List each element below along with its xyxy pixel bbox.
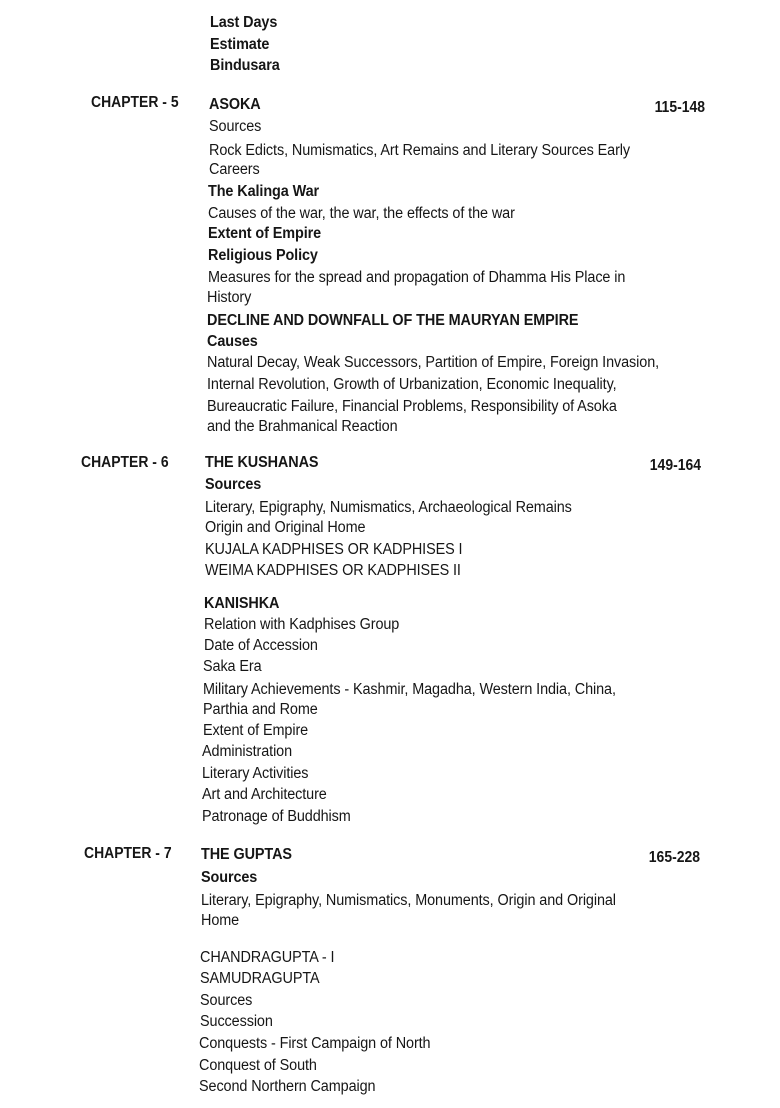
toc-entry: Sources [209,118,262,135]
toc-entry: DECLINE AND DOWNFALL OF THE MAURYAN EMPIRE [207,312,579,329]
toc-entry: Causes of the war, the war, the effects of the war [208,205,515,222]
toc-entry: Natural Decay, Weak Successors, Partition of Empire, Foreign Invasion, [207,354,660,371]
toc-entry: Estimate [210,36,270,53]
toc-entry: Sources [205,476,262,493]
toc-entry: Administration [202,743,293,760]
toc-entry: Succession [200,1013,273,1030]
toc-entry: Causes [207,333,258,350]
toc-entry: Conquest of South [199,1057,317,1074]
chapter-label: CHAPTER - 5 [91,94,179,111]
toc-entry: KANISHKA [204,595,280,612]
toc-entry: WEIMA KADPHISES OR KADPHISES II [205,562,461,579]
toc-entry: Second Northern Campaign [199,1078,376,1095]
toc-entry: Rock Edicts, Numismatics, Art Remains and Literary Sources Early [209,142,631,159]
chapter-label: CHAPTER - 6 [81,454,169,471]
chapter-page-range: 165-228 [648,849,700,866]
toc-entry: Date of Accession [204,637,318,654]
toc-entry: Parthia and Rome [203,701,318,718]
toc-entry: Sources [201,869,258,886]
toc-entry: Conquests - First Campaign of North [199,1035,431,1052]
toc-entry: Religious Policy [208,247,318,264]
toc-entry: Literary, Epigraphy, Numismatics, Archaeological Remains [205,499,572,516]
toc-entry: Bindusara [210,57,280,74]
toc-entry: Patronage of Buddhism [202,808,351,825]
toc-entry: Extent of Empire [208,225,322,242]
toc-entry: Internal Revolution, Growth of Urbanization, Economic Inequality, [207,376,617,393]
toc-entry: Home [201,912,240,929]
toc-entry: Bureaucratic Failure, Financial Problems, Responsibility of Asoka [207,398,617,415]
toc-entry: CHANDRAGUPTA - I [200,949,335,966]
toc-entry: Literary, Epigraphy, Numismatics, Monuments, Origin and Original [201,892,616,909]
chapter-title: ASOKA [209,96,261,113]
chapter-title: THE KUSHANAS [205,454,319,471]
toc-entry: Art and Architecture [202,786,327,803]
chapter-page-range: 149-164 [649,457,701,474]
toc-entry: Sources [200,992,253,1009]
toc-entry: Measures for the spread and propagation of Dhamma His Place in [208,269,626,286]
toc-entry: Last Days [210,14,278,31]
toc-entry: Extent of Empire [203,722,309,739]
toc-entry: SAMUDRAGUPTA [200,970,320,987]
chapter-label: CHAPTER - 7 [84,845,172,862]
toc-entry: Origin and Original Home [205,519,366,536]
toc-entry: History [207,289,252,306]
toc-entry: Saka Era [203,658,262,675]
toc-entry: The Kalinga War [208,183,320,200]
toc-entry: KUJALA KADPHISES OR KADPHISES I [205,541,463,558]
chapter-page-range: 115-148 [654,99,705,116]
toc-entry: Military Achievements - Kashmir, Magadha, Western India, China, [203,681,616,698]
toc-entry: Careers [209,161,260,178]
toc-entry: Relation with Kadphises Group [204,616,400,633]
toc-entry: and the Brahmanical Reaction [207,418,398,435]
chapter-title: THE GUPTAS [201,846,292,863]
toc-entry: Literary Activities [202,765,309,782]
